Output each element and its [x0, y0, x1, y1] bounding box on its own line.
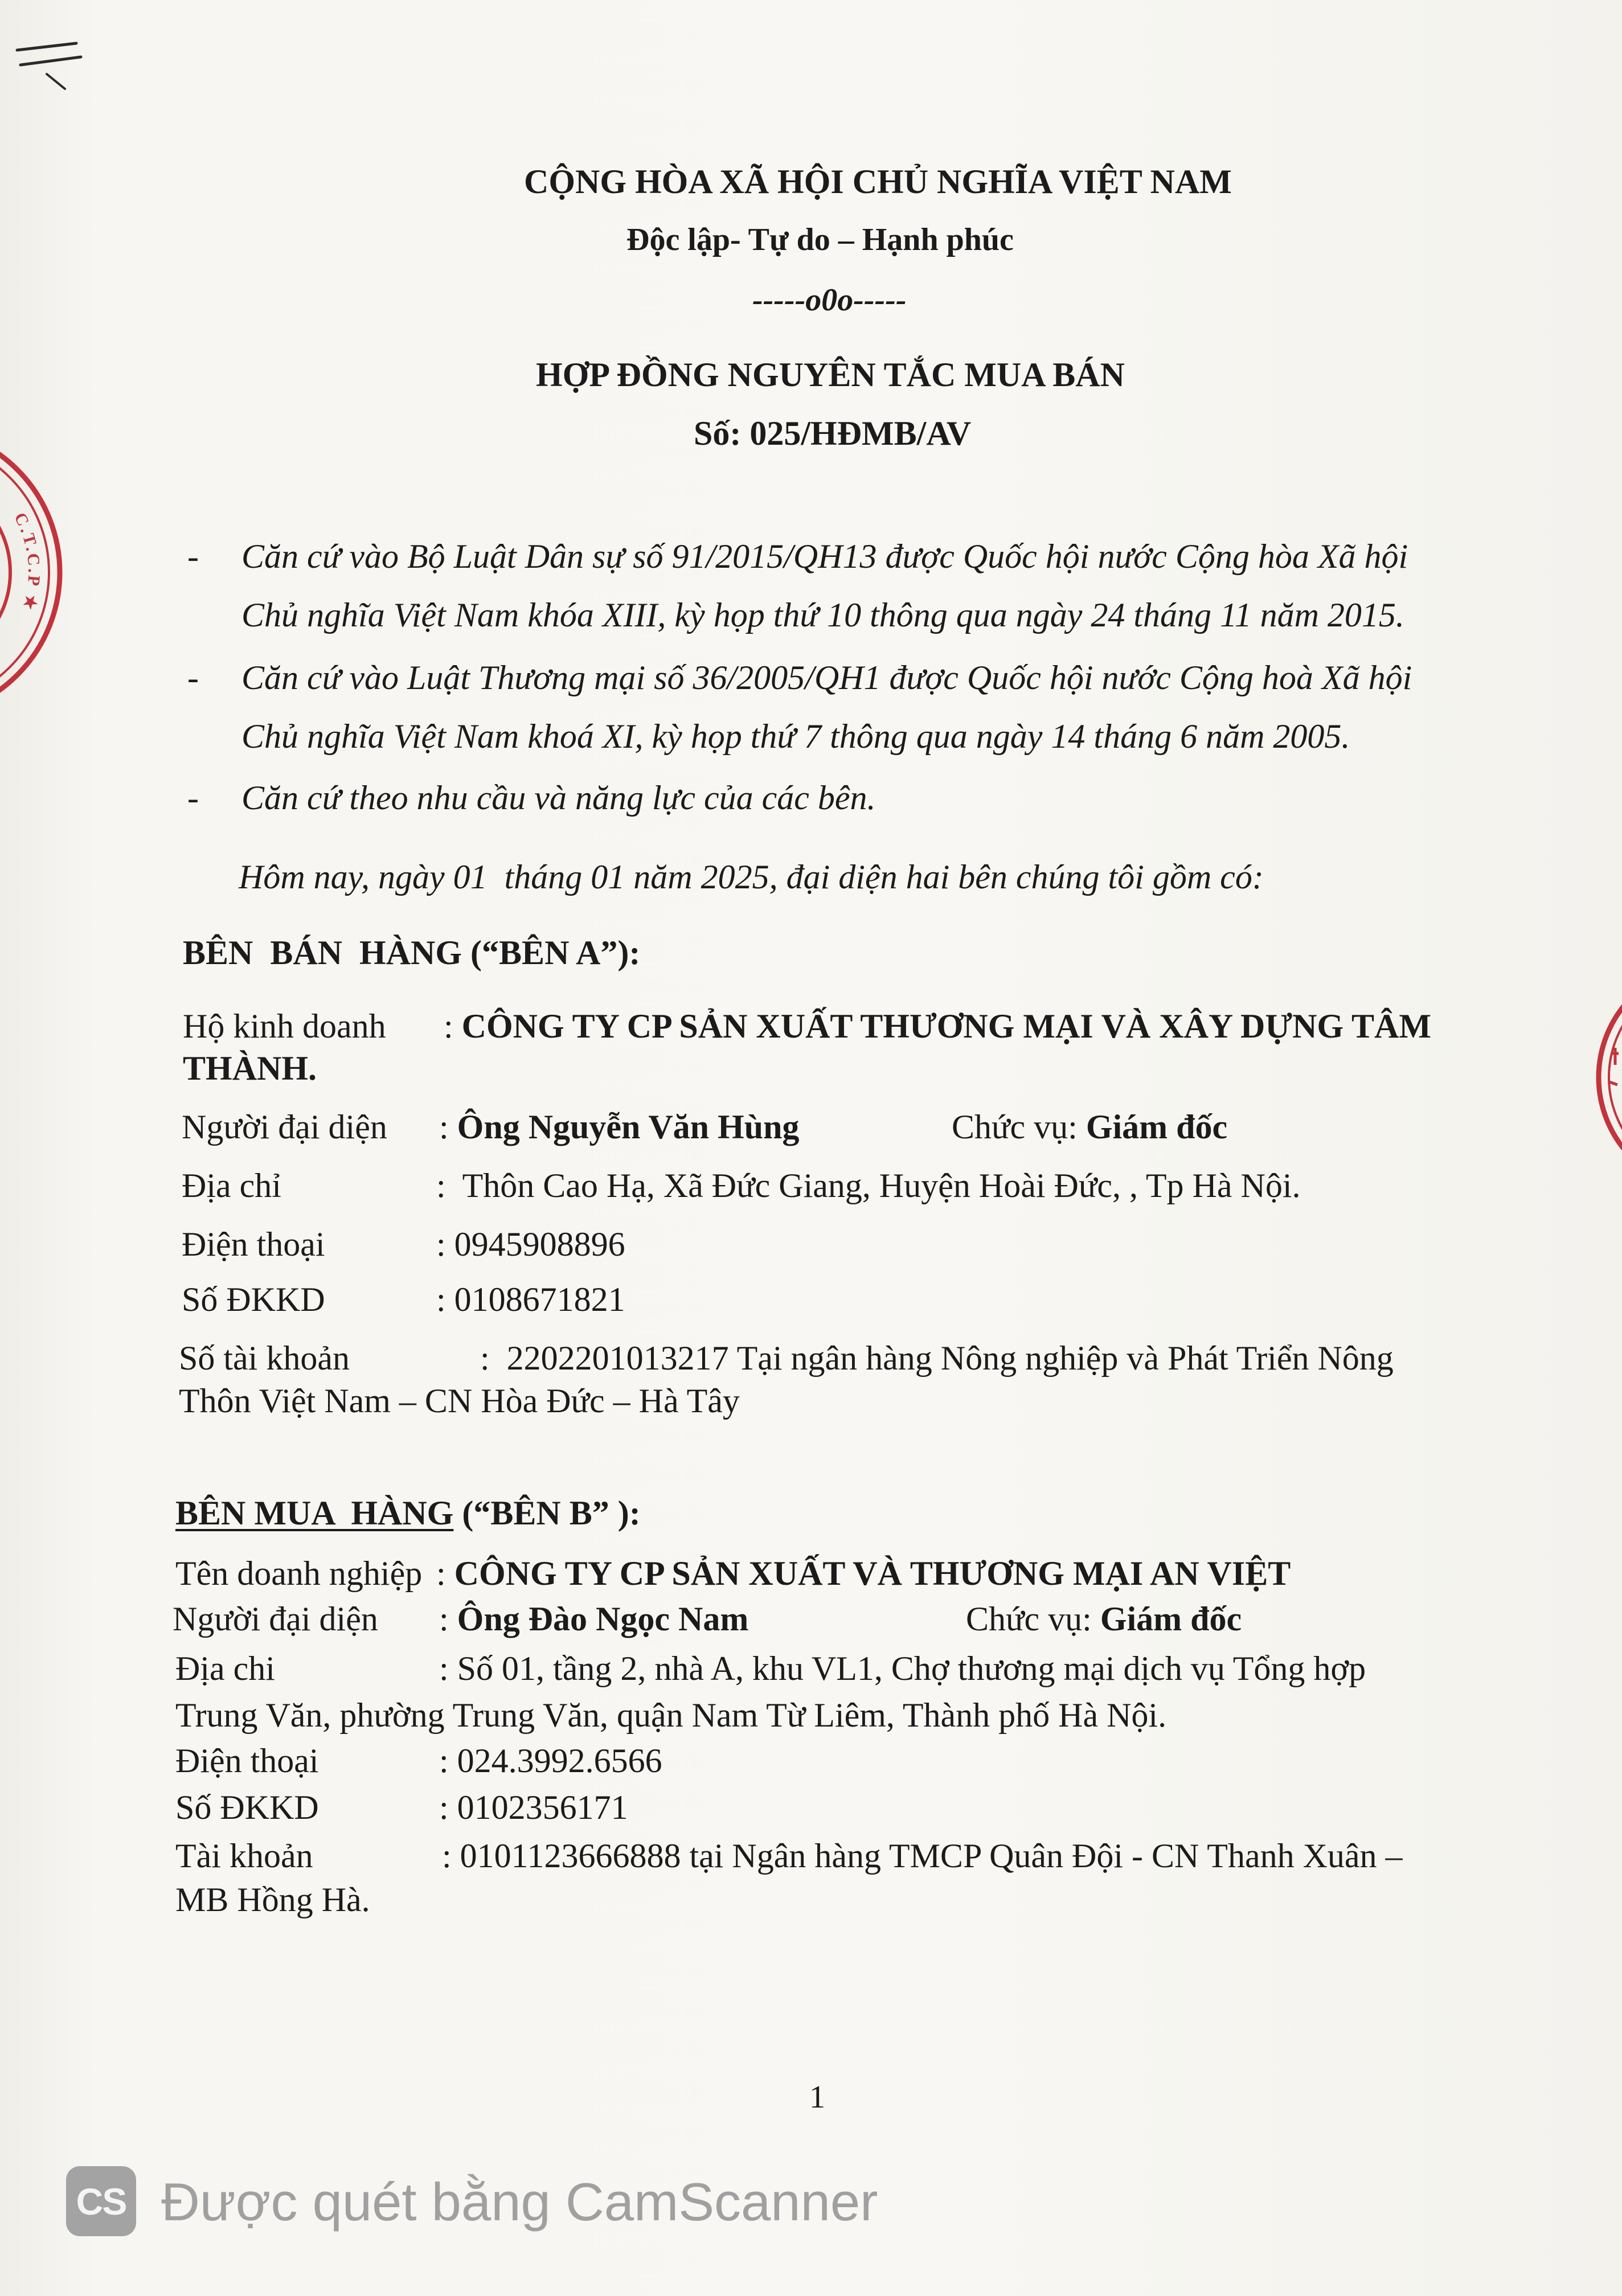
- camscanner-logo-icon: CS: [66, 2166, 136, 2236]
- seller-phone-label: Điện thoại: [182, 1225, 325, 1263]
- seller-account-value-continued: Thôn Việt Nam – CN Hòa Đức – Hà Tây: [179, 1382, 740, 1420]
- contract-title: HỢP ĐỒNG NGUYÊN TẮC MUA BÁN: [536, 356, 1125, 393]
- legal-basis-line: Chủ nghĩa Việt Nam khoá XI, kỳ họp thứ 7 thông qua ngày 14 tháng 6 năm 2005.: [241, 718, 1350, 755]
- buyer-representative-value: [439, 1599, 748, 1639]
- seller-company-name-continued: THÀNH.: [183, 1049, 317, 1087]
- seller-representative-name: Ông Nguyễn Văn Hùng: [457, 1108, 800, 1146]
- position-label: Chức vụ:: [966, 1600, 1100, 1638]
- position-value: Giám đốc: [1100, 1600, 1242, 1638]
- legal-basis-line: Căn cứ vào Luật Thương mại số 36/2005/QH1 được Quốc hội nước Cộng hoà Xã hội: [241, 659, 1412, 696]
- buyer-address-value: : Số 01, tầng 2, nhà A, khu VL1, Chợ thương mại dịch vụ Tổng hợp: [439, 1650, 1366, 1687]
- seller-registration-label: Số ĐKKD: [182, 1281, 325, 1318]
- seller-address-label: Địa chỉ: [182, 1167, 281, 1204]
- separator: :: [444, 1007, 462, 1045]
- seller-representative-label: Người đại diện: [182, 1108, 387, 1146]
- buyer-account-value: : 0101123666888 tại Ngân hàng TMCP Quân Đội - CN Thanh Xuân –: [442, 1837, 1403, 1875]
- buyer-address-value-continued: Trung Văn, phường Trung Văn, quận Nam Từ Liêm, Thành phố Hà Nội.: [175, 1696, 1167, 1734]
- seller-business-value: [444, 1006, 1431, 1046]
- buyer-company-value: [436, 1553, 1291, 1593]
- buyer-heading: [175, 1493, 641, 1533]
- contract-number: Số: 025/HĐMB/AV: [694, 415, 972, 452]
- seller-representative-value: [439, 1107, 799, 1147]
- legal-basis-line: Chủ nghĩa Việt Nam khóa XIII, kỳ họp thứ 10 thông qua ngày 24 tháng 11 năm 2015.: [241, 596, 1404, 634]
- header-divider: -----o0o-----: [752, 282, 907, 318]
- seller-heading: BÊN BÁN HÀNG (“BÊN A”):: [183, 934, 641, 971]
- page-number: 1: [809, 2080, 825, 2115]
- separator: :: [436, 1555, 454, 1592]
- bullet-dash: -: [187, 538, 199, 575]
- buyer-registration-label: Số ĐKKD: [175, 1789, 319, 1826]
- position-value: Giám đốc: [1086, 1108, 1228, 1146]
- buyer-account-label: Tài khoản: [175, 1837, 313, 1875]
- seal-lettering-path: C.T.C.P ★: [10, 510, 44, 614]
- camscanner-watermark-text: Được quét bằng CamScanner: [161, 2172, 878, 2232]
- seller-company-name: CÔNG TY CP SẢN XUẤT THƯƠNG MẠI VÀ XÂY DỰNG TÂM: [461, 1007, 1431, 1045]
- buyer-heading-underlined: BÊN MUA HÀNG: [175, 1494, 454, 1532]
- separator: :: [439, 1600, 457, 1638]
- buyer-company-name: CÔNG TY CP SẢN XUẤT VÀ THƯƠNG MẠI AN VIỆT: [454, 1555, 1291, 1592]
- seller-business-label: Hộ kinh doanh: [183, 1007, 386, 1045]
- buyer-address-label: Địa chi: [175, 1650, 275, 1687]
- bullet-dash: -: [187, 659, 199, 696]
- legal-basis-line: Căn cứ theo nhu cầu và năng lực của các bên.: [241, 779, 876, 817]
- seller-account-value: : 2202201013217 Tại ngân hàng Nông nghiệp và Phát Triển Nông: [480, 1339, 1394, 1377]
- buyer-company-label: Tên doanh nghiệp: [175, 1555, 423, 1592]
- national-motto: Độc lập- Tự do – Hạnh phúc: [626, 222, 1014, 257]
- buyer-account-value-continued: MB Hồng Hà.: [175, 1881, 370, 1918]
- seal-lettering: [10, 510, 43, 614]
- company-seal-right: [1589, 968, 1622, 1184]
- buyer-phone-value: : 024.3992.6566: [439, 1742, 662, 1780]
- buyer-registration-value: : 0102356171: [439, 1789, 628, 1826]
- handwritten-mark: [13, 40, 87, 97]
- seller-account-label: Số tài khoản: [179, 1339, 350, 1377]
- legal-basis-line: Căn cứ vào Bộ Luật Dân sự số 91/2015/QH13 được Quốc hội nước Cộng hòa Xã hội: [241, 538, 1408, 575]
- seller-registration-value: : 0108671821: [436, 1281, 625, 1318]
- intro-paragraph: Hôm nay, ngày 01 tháng 01 năm 2025, đại diện hai bên chúng tôi gồm có:: [239, 858, 1264, 896]
- buyer-heading-rest: (“BÊN B” ):: [453, 1494, 641, 1532]
- bullet-dash: -: [187, 779, 199, 817]
- buyer-position: [966, 1599, 1242, 1639]
- separator: :: [439, 1108, 457, 1146]
- buyer-phone-label: Điện thoại: [175, 1742, 319, 1780]
- company-seal-left: [0, 433, 63, 718]
- buyer-representative-name: Ông Đào Ngọc Nam: [457, 1600, 749, 1638]
- buyer-representative-label: Người đại diện: [173, 1600, 378, 1638]
- seller-phone-value: : 0945908896: [436, 1225, 625, 1263]
- position-label: Chức vụ:: [952, 1108, 1086, 1146]
- country-name: CỘNG HÒA XÃ HỘI CHỦ NGHĨA VIỆT NAM: [524, 163, 1232, 200]
- seller-position: [952, 1107, 1227, 1147]
- seller-address-value: : Thôn Cao Hạ, Xã Đức Giang, Huyện Hoài Đức, , Tp Hà Nội.: [436, 1167, 1301, 1204]
